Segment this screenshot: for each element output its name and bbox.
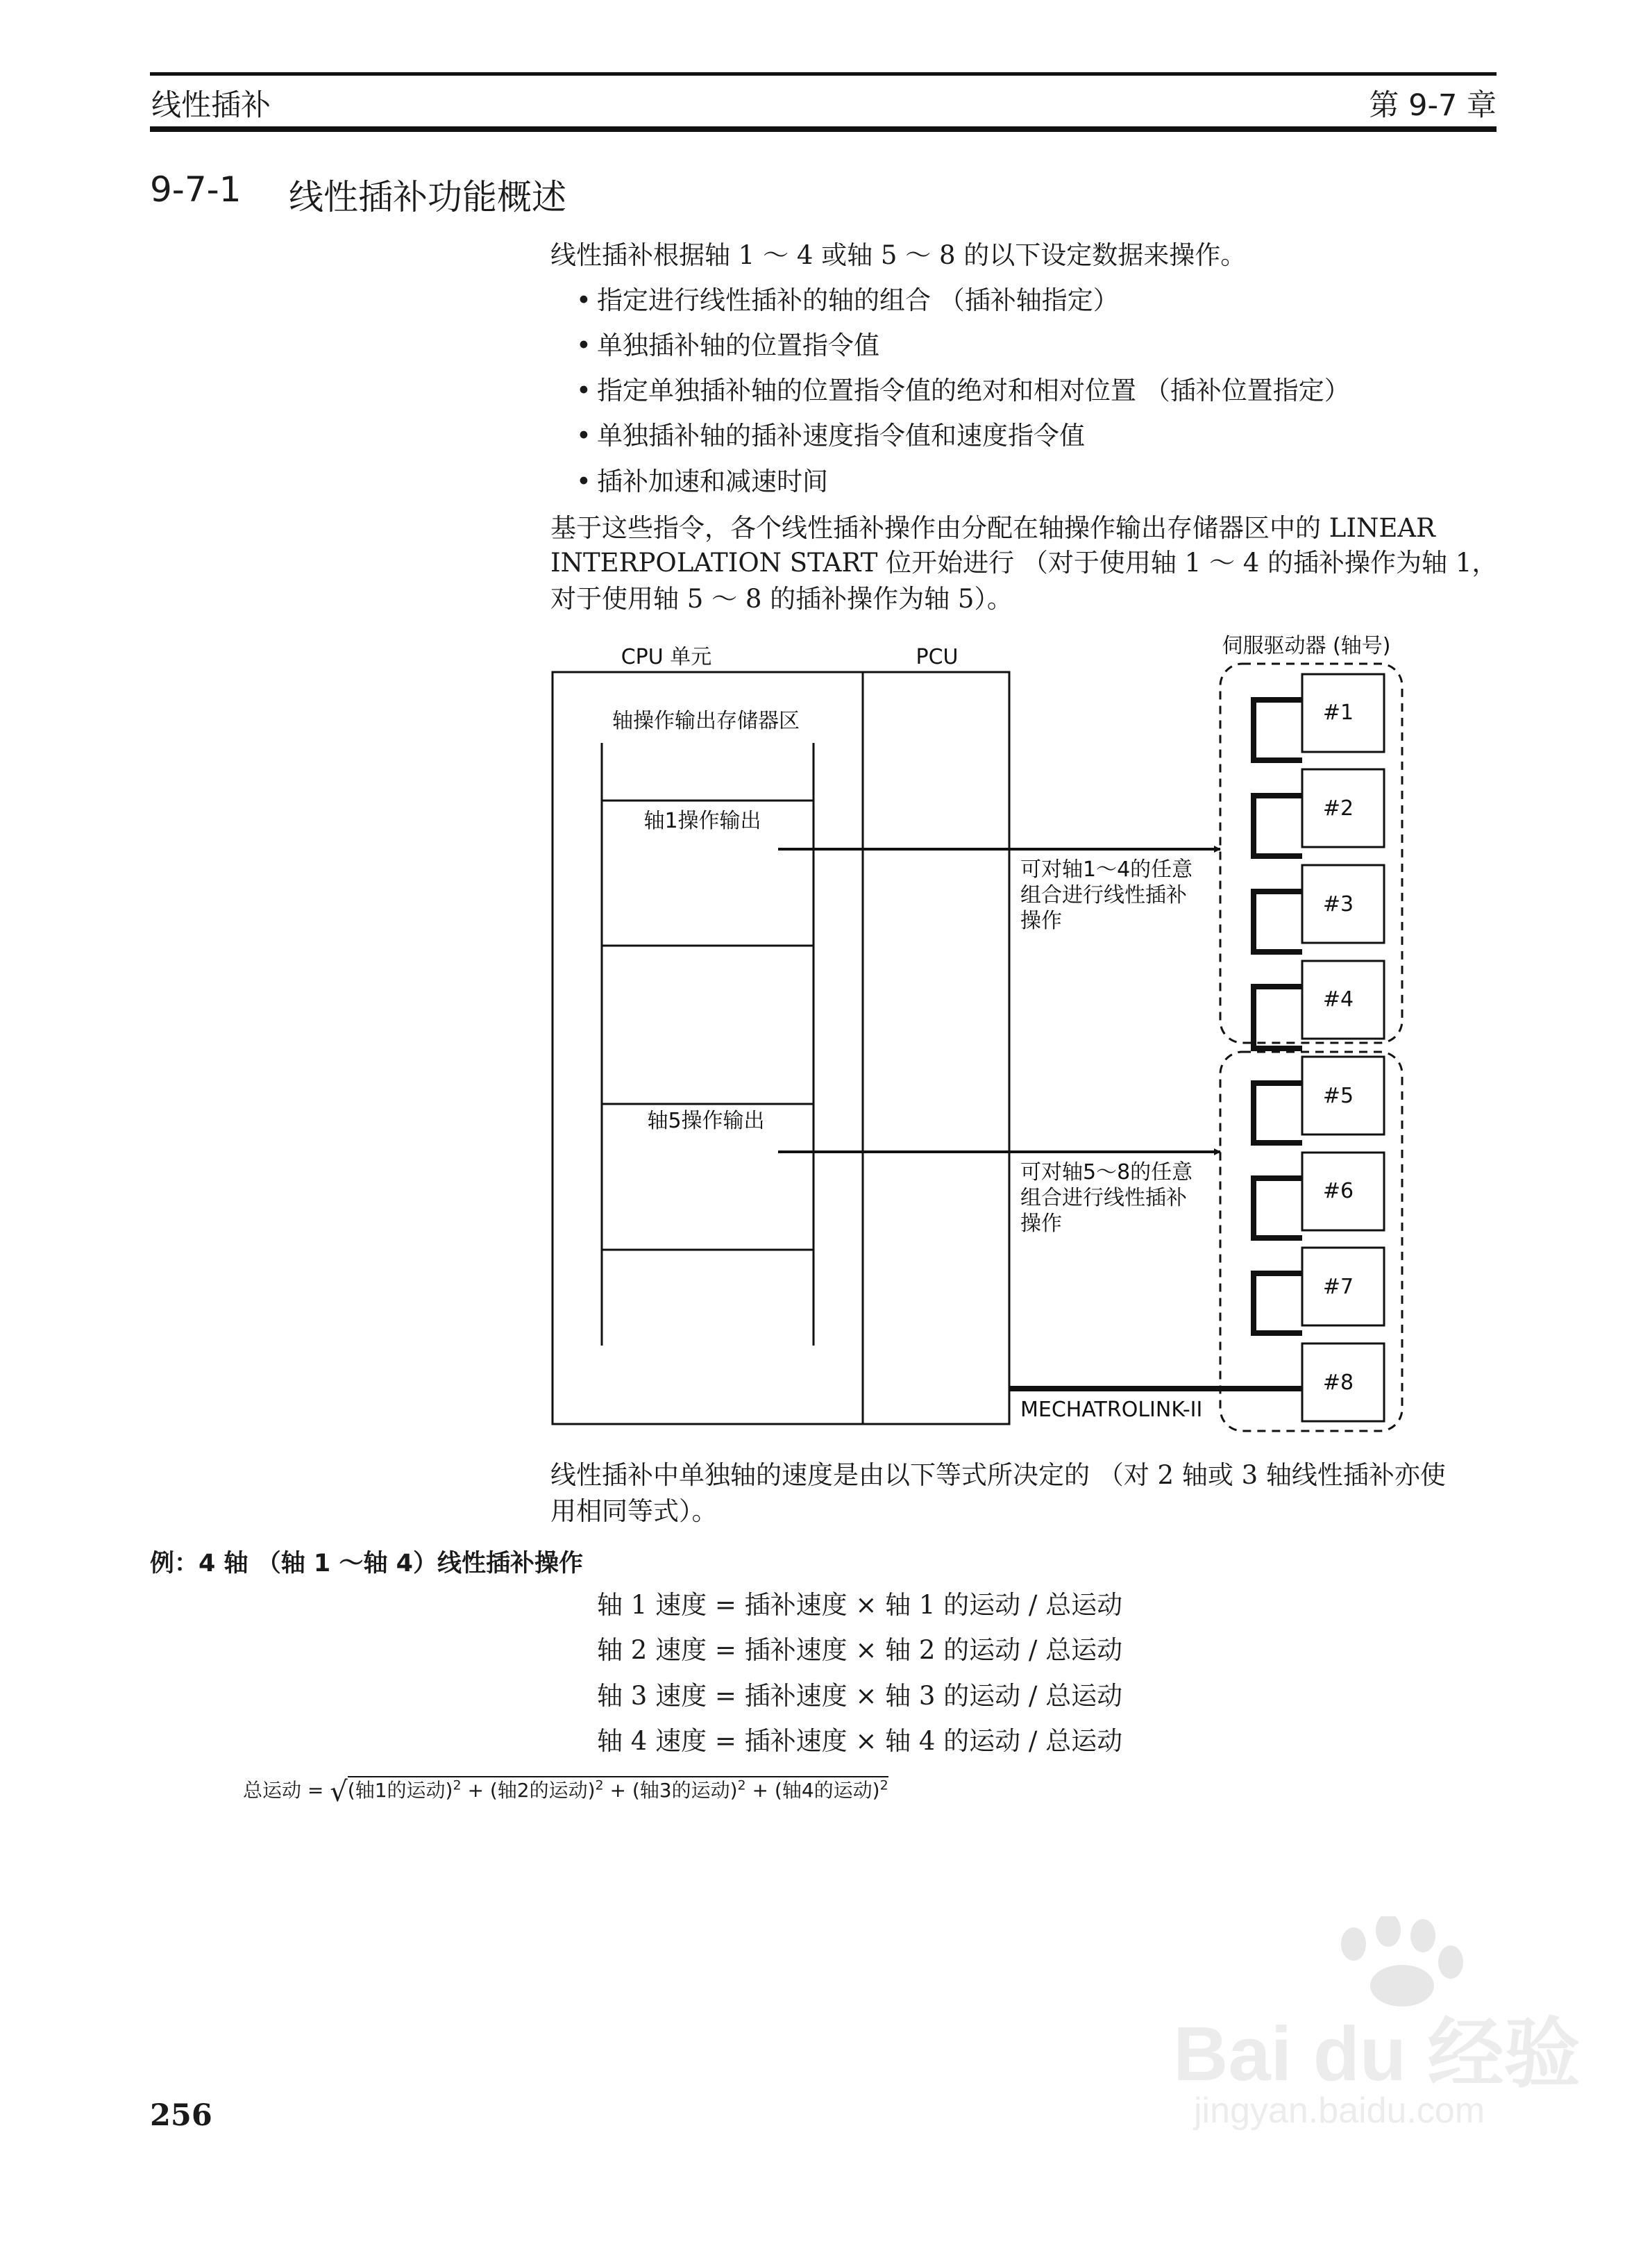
example-heading: 例：4 轴 （轴 1 ～轴 4）线性插补操作 [150,1550,583,1577]
servo-box [1302,1343,1384,1421]
bullet-text: 指定单独插补轴的位置指令值的绝对和相对位置 （插补位置指定） [597,376,1350,405]
bullet-dot-icon: • [576,330,591,360]
formula-exponent: 2 [453,1777,462,1793]
group-b-note: 组合进行线性插补 [1020,1186,1187,1210]
group-a-note: 操作 [1020,909,1062,933]
formula-term: (轴3的运动) [632,1779,738,1802]
axis-label: #4 [1322,987,1354,1012]
after-diagram-line: 线性插补中单独轴的速度是由以下等式所决定的 （对 2 轴或 3 轴线性插补亦使 [550,1460,1446,1490]
mechatrolink-cable [1254,700,1302,1333]
intro-text: 线性插补根据轴 1 ～ 4 或轴 5 ～ 8 的以下设定数据来操作。 [550,240,1247,270]
mechatrolink-label: MECHATROLINK-II [1020,1398,1203,1422]
watermark-url: jingyan.baidu.com [1194,2091,1485,2131]
axis-label: #6 [1322,1179,1354,1203]
bullet-text: 指定进行线性插补的轴的组合 （插补轴指定） [597,285,1119,315]
group-a-note: 组合进行线性插补 [1020,883,1187,907]
total-motion-formula [243,1775,888,1808]
bullet-text: 插补加速和减速时间 [597,467,828,496]
watermark [1173,1916,1581,2138]
servo-box [1302,1248,1384,1325]
axis5-output-label: 轴5操作输出 [647,1109,765,1133]
servo-box [1302,674,1384,752]
pcu-label: PCU [916,645,959,669]
formula-plus: + [609,1779,626,1802]
axis-label: #5 [1322,1084,1354,1108]
section-title: 线性插补功能概述 [289,177,566,217]
servo-box [1302,1153,1384,1230]
servo-box [1302,1057,1384,1134]
formula-term: (轴4的运动) [774,1779,880,1802]
axis1-output-label: 轴1操作输出 [643,809,761,833]
group-b-note: 可对轴5～8的任意 [1020,1160,1193,1184]
formula-plus: + [467,1779,484,1802]
formula-line: 轴 1 速度 = 插补速度 × 轴 1 的运动 / 总运动 [597,1590,1123,1620]
sqrt-radicand [348,1776,888,1802]
bullet-dot-icon: • [576,376,591,405]
bullet-dot-icon: • [576,285,591,315]
formula-exponent: 2 [595,1777,604,1793]
formula-line: 轴 2 速度 = 插补速度 × 轴 2 的运动 / 总运动 [597,1635,1123,1665]
formula-exponent: 2 [879,1777,888,1793]
group-a-note: 可对轴1～4的任意 [1020,857,1193,882]
bullet-dot-icon: • [576,421,591,451]
cpu-unit-box [553,672,863,1424]
group-b-note: 操作 [1020,1212,1062,1236]
paragraph-line: 基于这些指令，各个线性插补操作由分配在轴操作输出存储器区中的 LINEAR [550,513,1435,543]
section-number: 9-7-1 [150,169,242,210]
servo-drivers-label: 伺服驱动器 (轴号) [1222,634,1391,658]
servo-box [1302,961,1384,1039]
axis-label: #7 [1322,1275,1354,1299]
axis-label: #3 [1322,892,1354,916]
servo-box [1302,769,1384,847]
header-chapter: 第 9-7 章 [1369,88,1497,123]
formula-line: 轴 4 速度 = 插补速度 × 轴 4 的运动 / 总运动 [597,1726,1123,1756]
servo-box [1302,865,1384,943]
paragraph-line: INTERPOLATION START 位开始进行 （对于使用轴 1 ～ 4 的插补操作为轴 1， [550,548,1498,578]
sqrt-icon: √ [330,1776,348,1808]
axis-label: #1 [1322,701,1354,725]
formula-plus: + [752,1779,769,1802]
after-diagram-line: 用相同等式）。 [550,1496,718,1526]
memory-area-label: 轴操作输出存储器区 [612,709,800,733]
pcu-box [863,672,1009,1424]
formula-term: (轴2的运动) [489,1779,596,1802]
formula-term: (轴1的运动) [347,1779,453,1802]
header-left-title: 线性插补 [151,88,271,123]
formula-exponent: 2 [737,1777,746,1793]
watermark-brand: Bai du 经验 [1173,2011,1581,2097]
paragraph-line: 对于使用轴 5 ～ 8 的插补操作为轴 5）。 [550,584,1013,614]
bullet-dot-icon: • [576,467,591,496]
axis-label: #8 [1322,1371,1354,1395]
bullet-text: 单独插补轴的插补速度指令值和速度指令值 [597,421,1085,451]
cpu-unit-label: CPU 单元 [621,645,712,669]
total-motion-lhs: 总运动 = [243,1779,324,1802]
formula-line: 轴 3 速度 = 插补速度 × 轴 3 的运动 / 总运动 [597,1681,1123,1711]
axis-label: #2 [1322,796,1354,821]
page-number: 256 [150,2098,212,2133]
bullet-text: 单独插补轴的位置指令值 [597,330,879,360]
